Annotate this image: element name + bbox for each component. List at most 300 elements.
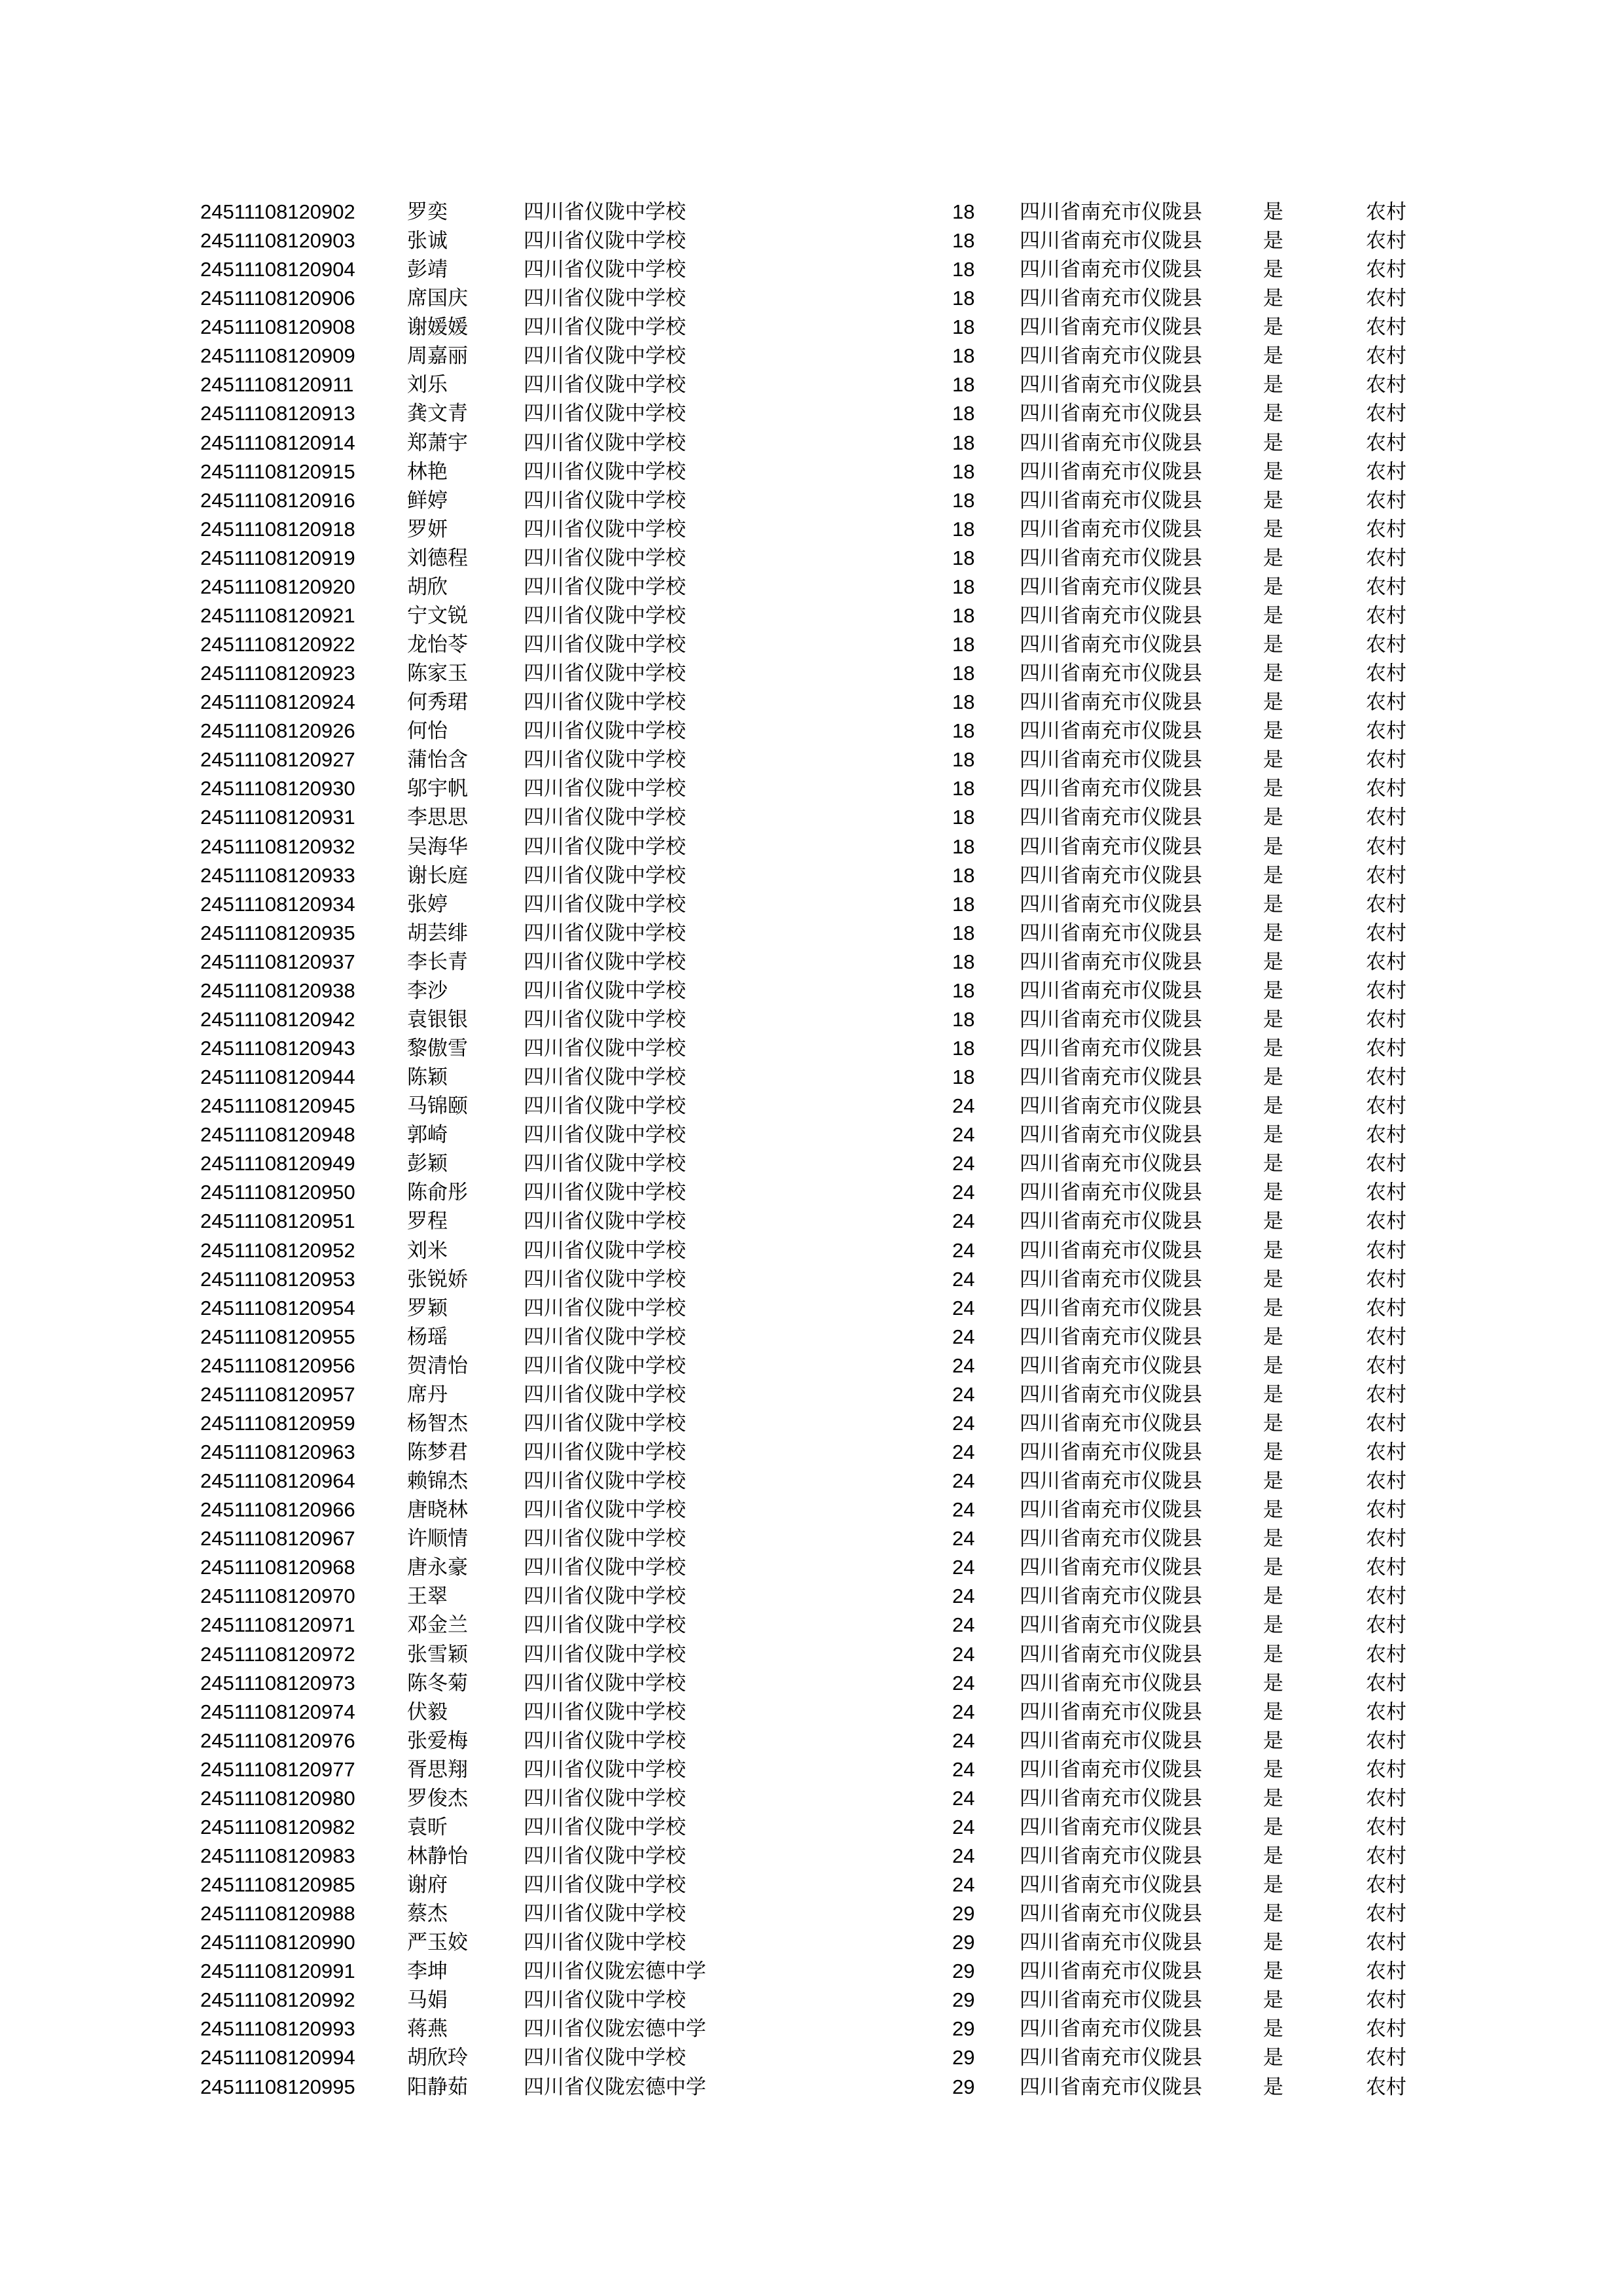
area-type: 农村 [1366, 1729, 1406, 1753]
score-value: 24 [952, 1556, 975, 1579]
student-id: 24511108120994 [200, 2046, 355, 2069]
student-name: 吴海华 [407, 835, 468, 859]
eligibility-flag: 是 [1263, 691, 1283, 714]
school-name: 四川省仪陇中学校 [524, 1123, 686, 1147]
table-row [0, 717, 1623, 745]
region: 四川省南充市仪陇县 [1020, 547, 1202, 570]
student-id: 24511108120955 [200, 1325, 355, 1348]
eligibility-flag: 是 [1263, 1008, 1283, 1031]
school-name: 四川省仪陇中学校 [524, 1066, 686, 1089]
student-name: 马娟 [407, 1988, 448, 2012]
student-id: 24511108120930 [200, 777, 355, 800]
region: 四川省南充市仪陇县 [1020, 1700, 1202, 1724]
area-type: 农村 [1366, 1787, 1406, 1810]
student-name: 何怡 [407, 719, 448, 743]
student-name: 袁银银 [407, 1008, 468, 1031]
student-name: 邬宇帆 [407, 777, 468, 800]
student-id: 24511108120935 [200, 922, 355, 944]
region: 四川省南充市仪陇县 [1020, 604, 1202, 628]
eligibility-flag: 是 [1263, 1412, 1283, 1435]
table-row [0, 1813, 1623, 1842]
table-row [0, 1669, 1623, 1698]
table-row [0, 1553, 1623, 1582]
eligibility-flag: 是 [1263, 1268, 1283, 1291]
table-row [0, 861, 1623, 890]
eligibility-flag: 是 [1263, 1094, 1283, 1118]
student-name: 宁文锐 [407, 604, 468, 628]
eligibility-flag: 是 [1263, 1844, 1283, 1868]
region: 四川省南充市仪陇县 [1020, 373, 1202, 397]
region: 四川省南充市仪陇县 [1020, 1383, 1202, 1407]
eligibility-flag: 是 [1263, 1960, 1283, 1983]
score-value: 18 [952, 344, 975, 367]
student-id: 24511108120974 [200, 1700, 355, 1723]
area-type: 农村 [1366, 1325, 1406, 1349]
score-value: 18 [952, 1066, 975, 1088]
table-row [0, 2015, 1623, 2043]
area-type: 农村 [1366, 344, 1406, 368]
student-name: 刘德程 [407, 547, 468, 570]
area-type: 农村 [1366, 1181, 1406, 1204]
eligibility-flag: 是 [1263, 1123, 1283, 1147]
table-row [0, 1323, 1623, 1352]
school-name: 四川省仪陇中学校 [524, 1239, 686, 1263]
eligibility-flag: 是 [1263, 402, 1283, 425]
student-id: 24511108120922 [200, 633, 355, 656]
area-type: 农村 [1366, 1066, 1406, 1089]
area-type: 农村 [1366, 604, 1406, 628]
area-type: 农村 [1366, 1469, 1406, 1493]
student-id: 24511108120943 [200, 1037, 355, 1060]
region: 四川省南充市仪陇县 [1020, 1037, 1202, 1060]
school-name: 四川省仪陇中学校 [524, 1613, 686, 1637]
school-name: 四川省仪陇中学校 [524, 460, 686, 484]
region: 四川省南充市仪陇县 [1020, 1873, 1202, 1897]
region: 四川省南充市仪陇县 [1020, 662, 1202, 685]
school-name: 四川省仪陇中学校 [524, 1210, 686, 1233]
student-name: 罗程 [407, 1210, 448, 1233]
student-id: 24511108120927 [200, 748, 355, 771]
area-type: 农村 [1366, 518, 1406, 541]
score-value: 18 [952, 373, 975, 396]
region: 四川省南充市仪陇县 [1020, 1441, 1202, 1464]
area-type: 农村 [1366, 1210, 1406, 1233]
table-row [0, 399, 1623, 428]
score-value: 24 [952, 1181, 975, 1204]
eligibility-flag: 是 [1263, 777, 1283, 800]
student-id: 24511108120977 [200, 1758, 355, 1781]
school-name: 四川省仪陇中学校 [524, 1181, 686, 1204]
score-value: 18 [952, 547, 975, 569]
school-name: 四川省仪陇中学校 [524, 1037, 686, 1060]
score-value: 18 [952, 950, 975, 973]
table-row [0, 1380, 1623, 1409]
score-value: 18 [952, 633, 975, 656]
score-value: 18 [952, 315, 975, 338]
eligibility-flag: 是 [1263, 719, 1283, 743]
eligibility-flag: 是 [1263, 1498, 1283, 1522]
student-id: 24511108120970 [200, 1585, 355, 1607]
student-id: 24511108120971 [200, 1613, 355, 1636]
student-id: 24511108120983 [200, 1844, 355, 1867]
score-value: 18 [952, 835, 975, 858]
eligibility-flag: 是 [1263, 229, 1283, 253]
student-id: 24511108120972 [200, 1643, 355, 1666]
area-type: 农村 [1366, 1873, 1406, 1897]
student-id: 24511108120963 [200, 1441, 355, 1463]
student-name: 龚文青 [407, 402, 468, 425]
area-type: 农村 [1366, 1152, 1406, 1175]
area-type: 农村 [1366, 719, 1406, 743]
school-name: 四川省仪陇中学校 [524, 229, 686, 253]
eligibility-flag: 是 [1263, 1383, 1283, 1407]
school-name: 四川省仪陇中学校 [524, 979, 686, 1003]
table-row [0, 803, 1623, 832]
school-name: 四川省仪陇中学校 [524, 1787, 686, 1810]
region: 四川省南充市仪陇县 [1020, 1527, 1202, 1551]
student-id: 24511108120957 [200, 1383, 355, 1406]
region: 四川省南充市仪陇县 [1020, 1844, 1202, 1868]
school-name: 四川省仪陇中学校 [524, 691, 686, 714]
score-value: 24 [952, 1844, 975, 1867]
area-type: 农村 [1366, 979, 1406, 1003]
region: 四川省南充市仪陇县 [1020, 315, 1202, 339]
eligibility-flag: 是 [1263, 2075, 1283, 2099]
eligibility-flag: 是 [1263, 344, 1283, 368]
region: 四川省南充市仪陇县 [1020, 719, 1202, 743]
school-name: 四川省仪陇宏德中学 [524, 2017, 706, 2041]
score-value: 29 [952, 1988, 975, 2011]
school-name: 四川省仪陇中学校 [524, 835, 686, 859]
eligibility-flag: 是 [1263, 1297, 1283, 1320]
table-row [0, 429, 1623, 457]
area-type: 农村 [1366, 1585, 1406, 1608]
table-row [0, 1409, 1623, 1438]
student-id: 24511108120913 [200, 402, 355, 425]
area-type: 农村 [1366, 922, 1406, 945]
eligibility-flag: 是 [1263, 431, 1283, 455]
school-name: 四川省仪陇中学校 [524, 1931, 686, 1954]
table-row [0, 1727, 1623, 1755]
school-name: 四川省仪陇中学校 [524, 719, 686, 743]
student-id: 24511108120904 [200, 258, 355, 281]
region: 四川省南充市仪陇县 [1020, 1412, 1202, 1435]
student-name: 陈梦君 [407, 1441, 468, 1464]
school-name: 四川省仪陇中学校 [524, 1585, 686, 1608]
score-value: 24 [952, 1297, 975, 1319]
student-id: 24511108120909 [200, 344, 355, 367]
eligibility-flag: 是 [1263, 258, 1283, 281]
student-name: 罗颖 [407, 1297, 448, 1320]
school-name: 四川省仪陇中学校 [524, 893, 686, 916]
school-name: 四川省仪陇中学校 [524, 344, 686, 368]
student-name: 李思思 [407, 806, 468, 829]
table-row [0, 370, 1623, 399]
region: 四川省南充市仪陇县 [1020, 864, 1202, 888]
student-id: 24511108120942 [200, 1008, 355, 1031]
student-id: 24511108120968 [200, 1556, 355, 1579]
score-value: 18 [952, 287, 975, 310]
score-value: 18 [952, 806, 975, 829]
eligibility-flag: 是 [1263, 922, 1283, 945]
region: 四川省南充市仪陇县 [1020, 1008, 1202, 1031]
region: 四川省南充市仪陇县 [1020, 1758, 1202, 1782]
table-row [0, 630, 1623, 659]
area-type: 农村 [1366, 893, 1406, 916]
score-value: 29 [952, 1931, 975, 1954]
school-name: 四川省仪陇中学校 [524, 200, 686, 224]
score-value: 18 [952, 864, 975, 887]
table-row [0, 1611, 1623, 1640]
region: 四川省南充市仪陇县 [1020, 1094, 1202, 1118]
score-value: 24 [952, 1672, 975, 1695]
eligibility-flag: 是 [1263, 460, 1283, 484]
school-name: 四川省仪陇中学校 [524, 1498, 686, 1522]
eligibility-flag: 是 [1263, 604, 1283, 628]
school-name: 四川省仪陇中学校 [524, 1441, 686, 1464]
area-type: 农村 [1366, 229, 1406, 253]
student-id: 24511108120959 [200, 1412, 355, 1435]
score-value: 29 [952, 2017, 975, 2040]
school-name: 四川省仪陇中学校 [524, 575, 686, 599]
region: 四川省南充市仪陇县 [1020, 1268, 1202, 1291]
eligibility-flag: 是 [1263, 547, 1283, 570]
score-value: 29 [952, 1960, 975, 1982]
student-name: 谢媛媛 [407, 315, 468, 339]
score-value: 18 [952, 719, 975, 742]
region: 四川省南充市仪陇县 [1020, 979, 1202, 1003]
eligibility-flag: 是 [1263, 315, 1283, 339]
area-type: 农村 [1366, 1700, 1406, 1724]
eligibility-flag: 是 [1263, 1672, 1283, 1695]
student-name: 刘米 [407, 1239, 448, 1263]
region: 四川省南充市仪陇县 [1020, 1960, 1202, 1983]
student-name: 鲜婷 [407, 489, 448, 512]
school-name: 四川省仪陇中学校 [524, 315, 686, 339]
eligibility-flag: 是 [1263, 1643, 1283, 1666]
student-name: 谢府 [407, 1873, 448, 1897]
school-name: 四川省仪陇中学校 [524, 1383, 686, 1407]
score-value: 18 [952, 922, 975, 944]
student-id: 24511108120949 [200, 1152, 355, 1175]
school-name: 四川省仪陇中学校 [524, 1469, 686, 1493]
school-name: 四川省仪陇中学校 [524, 864, 686, 888]
eligibility-flag: 是 [1263, 1613, 1283, 1637]
eligibility-flag: 是 [1263, 200, 1283, 224]
table-row [0, 515, 1623, 544]
school-name: 四川省仪陇中学校 [524, 1672, 686, 1695]
student-name: 阳静茹 [407, 2075, 468, 2099]
eligibility-flag: 是 [1263, 1210, 1283, 1233]
region: 四川省南充市仪陇县 [1020, 748, 1202, 772]
school-name: 四川省仪陇中学校 [524, 1902, 686, 1926]
area-type: 农村 [1366, 777, 1406, 800]
student-id: 24511108120915 [200, 460, 355, 483]
school-name: 四川省仪陇中学校 [524, 1700, 686, 1724]
student-id: 24511108120950 [200, 1181, 355, 1204]
eligibility-flag: 是 [1263, 950, 1283, 974]
table-row [0, 486, 1623, 515]
area-type: 农村 [1366, 402, 1406, 425]
eligibility-flag: 是 [1263, 662, 1283, 685]
table-row [0, 833, 1623, 861]
school-name: 四川省仪陇中学校 [524, 518, 686, 541]
eligibility-flag: 是 [1263, 864, 1283, 888]
student-id: 24511108120953 [200, 1268, 355, 1291]
region: 四川省南充市仪陇县 [1020, 518, 1202, 541]
area-type: 农村 [1366, 1094, 1406, 1118]
student-id: 24511108120902 [200, 200, 355, 223]
score-value: 24 [952, 1094, 975, 1117]
student-name: 罗妍 [407, 518, 448, 541]
eligibility-flag: 是 [1263, 1527, 1283, 1551]
table-row [0, 1784, 1623, 1813]
score-value: 24 [952, 1700, 975, 1723]
region: 四川省南充市仪陇县 [1020, 402, 1202, 425]
region: 四川省南充市仪陇县 [1020, 1469, 1202, 1493]
student-name: 黎傲雪 [407, 1037, 468, 1060]
school-name: 四川省仪陇中学校 [524, 489, 686, 512]
score-value: 24 [952, 1873, 975, 1896]
table-row [0, 2073, 1623, 2102]
school-name: 四川省仪陇中学校 [524, 1297, 686, 1320]
region: 四川省南充市仪陇县 [1020, 922, 1202, 945]
score-value: 18 [952, 777, 975, 800]
school-name: 四川省仪陇中学校 [524, 748, 686, 772]
area-type: 农村 [1366, 373, 1406, 397]
score-value: 24 [952, 1758, 975, 1781]
eligibility-flag: 是 [1263, 1556, 1283, 1579]
school-name: 四川省仪陇中学校 [524, 373, 686, 397]
area-type: 农村 [1366, 633, 1406, 656]
student-id: 24511108120990 [200, 1931, 355, 1954]
eligibility-flag: 是 [1263, 1931, 1283, 1954]
region: 四川省南充市仪陇县 [1020, 1931, 1202, 1954]
student-name: 杨智杰 [407, 1412, 468, 1435]
area-type: 农村 [1366, 1297, 1406, 1320]
eligibility-flag: 是 [1263, 835, 1283, 859]
area-type: 农村 [1366, 1037, 1406, 1060]
region: 四川省南充市仪陇县 [1020, 1672, 1202, 1695]
student-name: 蒋燕 [407, 2017, 448, 2041]
student-name: 王翠 [407, 1585, 448, 1608]
region: 四川省南充市仪陇县 [1020, 1613, 1202, 1637]
student-name: 陈冬菊 [407, 1672, 468, 1695]
student-id: 24511108120991 [200, 1960, 355, 1982]
region: 四川省南充市仪陇县 [1020, 1498, 1202, 1522]
student-id: 24511108120923 [200, 662, 355, 685]
area-type: 农村 [1366, 662, 1406, 685]
school-name: 四川省仪陇中学校 [524, 662, 686, 685]
student-id: 24511108120964 [200, 1469, 355, 1492]
score-value: 18 [952, 979, 975, 1002]
table-row [0, 890, 1623, 919]
student-name: 蒲怡含 [407, 748, 468, 772]
student-id: 24511108120954 [200, 1297, 355, 1319]
table-row [0, 1005, 1623, 1034]
student-id: 24511108120919 [200, 547, 355, 569]
score-value: 18 [952, 893, 975, 916]
table-row [0, 1467, 1623, 1496]
student-name: 郭崎 [407, 1123, 448, 1147]
student-name: 席丹 [407, 1383, 448, 1407]
student-name: 赖锦杰 [407, 1469, 468, 1493]
student-id: 24511108120918 [200, 518, 355, 541]
region: 四川省南充市仪陇县 [1020, 1239, 1202, 1263]
school-name: 四川省仪陇中学校 [524, 1354, 686, 1378]
area-type: 农村 [1366, 287, 1406, 310]
region: 四川省南充市仪陇县 [1020, 1902, 1202, 1926]
area-type: 农村 [1366, 1613, 1406, 1637]
area-type: 农村 [1366, 1527, 1406, 1551]
school-name: 四川省仪陇中学校 [524, 633, 686, 656]
eligibility-flag: 是 [1263, 1787, 1283, 1810]
table-row [0, 1178, 1623, 1207]
school-name: 四川省仪陇中学校 [524, 1643, 686, 1666]
student-id: 24511108120924 [200, 691, 355, 713]
school-name: 四川省仪陇中学校 [524, 1844, 686, 1868]
region: 四川省南充市仪陇县 [1020, 2075, 1202, 2099]
table-row [0, 457, 1623, 486]
region: 四川省南充市仪陇县 [1020, 691, 1202, 714]
table-row [0, 1957, 1623, 1986]
region: 四川省南充市仪陇县 [1020, 489, 1202, 512]
student-name: 龙怡苓 [407, 633, 468, 656]
region: 四川省南充市仪陇县 [1020, 258, 1202, 281]
student-id: 24511108120903 [200, 229, 355, 252]
student-id: 24511108120933 [200, 864, 355, 887]
area-type: 农村 [1366, 2075, 1406, 2099]
school-name: 四川省仪陇中学校 [524, 1152, 686, 1175]
region: 四川省南充市仪陇县 [1020, 1556, 1202, 1579]
table-row [0, 1149, 1623, 1178]
region: 四川省南充市仪陇县 [1020, 344, 1202, 368]
table-row [0, 1640, 1623, 1669]
region: 四川省南充市仪陇县 [1020, 287, 1202, 310]
area-type: 农村 [1366, 1643, 1406, 1666]
student-id: 24511108120951 [200, 1210, 355, 1232]
region: 四川省南充市仪陇县 [1020, 777, 1202, 800]
table-row [0, 544, 1623, 573]
region: 四川省南充市仪陇县 [1020, 200, 1202, 224]
region: 四川省南充市仪陇县 [1020, 950, 1202, 974]
score-value: 29 [952, 2075, 975, 2098]
score-value: 18 [952, 518, 975, 541]
table-row [0, 1496, 1623, 1524]
area-type: 农村 [1366, 1412, 1406, 1435]
region: 四川省南充市仪陇县 [1020, 1152, 1202, 1175]
eligibility-flag: 是 [1263, 633, 1283, 656]
area-type: 农村 [1366, 1268, 1406, 1291]
table-row [0, 1871, 1623, 1899]
school-name: 四川省仪陇宏德中学 [524, 1960, 706, 1983]
region: 四川省南充市仪陇县 [1020, 1066, 1202, 1089]
eligibility-flag: 是 [1263, 893, 1283, 916]
score-value: 24 [952, 1816, 975, 1839]
score-value: 18 [952, 748, 975, 771]
eligibility-flag: 是 [1263, 1758, 1283, 1782]
table-row [0, 226, 1623, 255]
student-name: 胥思翔 [407, 1758, 468, 1782]
score-value: 24 [952, 1613, 975, 1636]
score-value: 24 [952, 1787, 975, 1810]
student-id: 24511108120906 [200, 287, 355, 310]
table-row [0, 1207, 1623, 1236]
school-name: 四川省仪陇中学校 [524, 1008, 686, 1031]
score-value: 18 [952, 1037, 975, 1060]
student-name: 杨瑶 [407, 1325, 448, 1349]
student-id: 24511108120980 [200, 1787, 355, 1810]
